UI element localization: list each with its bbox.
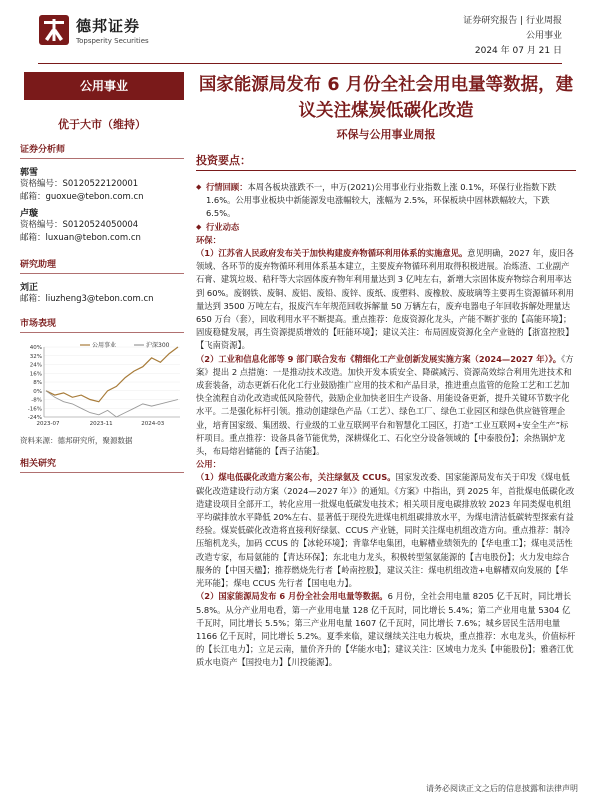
market-chart (20, 339, 184, 431)
report-date: 2024 年 07 月 21 日 (474, 46, 562, 56)
related-section-title: 相关研究 (20, 456, 184, 473)
report-sector: 公用事业 (525, 31, 562, 41)
chart-y-tick-label: 24% (29, 362, 42, 369)
bullet-market-review (196, 181, 576, 221)
chart-x-tick-label: 2023-07 (36, 421, 60, 427)
chart-y-tick-label: 0% (33, 388, 42, 395)
chart-series-line-1 (46, 391, 178, 417)
assistant-email[interactable]: 邮箱：liuzheng3@tebon.com.cn (20, 294, 154, 304)
chart-y-tick-label: -8% (31, 397, 42, 404)
chart-y-tick-label: 8% (33, 380, 42, 386)
market-section-title: 市场表现 (20, 316, 184, 333)
industry-label: 公用事业 (24, 72, 184, 100)
chart-legend-label: 沪深300 (146, 342, 170, 349)
analyst-cert: 资格编号：S0120522120001 (20, 179, 139, 189)
report-body (196, 181, 576, 670)
chart-y-tick-label: 16% (29, 371, 42, 378)
paragraph-item3 (196, 471, 576, 590)
logo-name-en: Topsperity Securities (76, 37, 149, 45)
key-points-heading: 投资要点： (196, 152, 576, 171)
main-content (196, 72, 576, 670)
company-logo (38, 14, 149, 46)
bullet-label: 行业动态 (206, 221, 240, 232)
analyst-email[interactable]: 邮箱：guoxue@tebon.com.cn (20, 192, 144, 202)
chart-x-tick-label: 2024-03 (141, 421, 165, 427)
paragraph-item4 (196, 590, 576, 669)
analyst-1 (20, 165, 184, 204)
paragraph-item1 (196, 247, 576, 353)
bullet-industry-news (196, 221, 576, 234)
item-text: 6 月份，全社会用电量 8205 亿千瓦时，同比增长 5.8%。从分产业用电看，第一产业用电量 128 亿千瓦时，同比增长 5.4%；第二产业用电量 5304 亿千瓦时，同比增长 5.5%；第三产业用电量 1607 亿千瓦时，同比增长 7.6%；城乡居民生活用电量 1166 亿千瓦时，同比增长 5.2%。夏季来临，建议继续关注电力板块，重点推荐：水电龙头，价值标杆的【长江电力】；立足云南，量价齐升的【华能水电】；建议关注：区域电力龙头【申能股份】；雅砻江优质水电资产【国投电力】【川投能源】。 (196, 591, 576, 668)
chart-x-tick-label: 2023-11 (89, 421, 113, 427)
util-label: 公用： (196, 459, 221, 470)
item-heading: （1）江苏省人民政府发布关于加快构建废弃物循环利用体系的实施意见。 (196, 248, 468, 259)
logo-name-cn: 德邦证券 (76, 17, 141, 35)
rating: 优于大市（维持） (58, 118, 146, 131)
item-heading: （2）国家能源局发布 6 月份全社会用电量等数据。 (196, 591, 388, 602)
chart-y-tick-label: -24% (27, 415, 42, 421)
header-divider (38, 63, 562, 64)
analyst-name: 卢璇 (20, 209, 39, 219)
disclaimer-footer: 请务必阅读正文之后的信息披露和法律声明 (426, 784, 578, 793)
sidebar (20, 72, 184, 473)
chart-source: 资料来源：德邦研究所，聚源数据 (20, 436, 133, 445)
analyst-name: 郭雪 (20, 168, 39, 178)
bullet-label: 行情回顾： (206, 182, 248, 192)
analyst-2 (20, 206, 184, 245)
report-meta (463, 14, 562, 59)
item-text: 国家发改委、国家能源局发布关于印发《煤电低碳化改造建设行动方案（2024—2027 年）》的通知。《方案》中指出，到 2025 年，首批煤电低碳化改造建设项目全部开工，转化应用一批煤电低碳发电技术；相关项目度电碳排放较 2023 年同类煤电机组平均碳排放水平降低 20%左右、显著低于现役先进煤电机组碳排放水平，为煤电清洁低碳转型探索有益经验。煤炭低碳化改造将直接利好绿氨、CCUS 产业链，同时关注煤电机组改造方向。重点推荐：制冷压缩机龙头，加码 CCUS 的【冰轮环境】；背靠华电集团，电解槽业绩领先的【华电重工】；煤电灵活性改造专家，布局氨能的【青达环保】；东北电力龙头，积极转型氢氨能源的【吉电股份】；火力发电综合服务的【中国天楹】；推荐燃烧先行者【岭南控股】，建议关注：煤电机组改造+电解槽双向发展的【华光环能】；煤电 CCUS 先行者【国电电力】。 (196, 472, 575, 589)
market-chart-svg (20, 339, 184, 431)
item-text: 《方案》提出 2 点措施：一是推动技术改造。加快开发本质安全、降碳减污、资源高效综合利用先进技术和成套装备，动态更新石化化工行业鼓励推广应用的技术和产品目录，推进重点监管的危险工艺和工艺加快全流程自动化改造或低风险替代，鼓励企业加快老旧生产设备、用能设备更新，提升关键环节数字化水平。二是强化标杆引领。推动创建绿色产品（工艺）、绿色工厂、绿色工业园区和绿色供应链管理企业，培育国家级、集团级、行业级的工业互联网平台和智慧化工园区，打造“工业互联网+安全生产”标杆项目。重点推荐：设备具备节能优势，深耕煤化工、石化空分设备领域的【中泰股份】；余热锅炉龙头，布局熔岩储能的【西子洁能】。 (196, 353, 574, 457)
report-title: 国家能源局发布 6 月份全社会用电量等数据，建议关注煤炭低碳化改造 (198, 75, 574, 121)
item-heading: （1）煤电低碳化改造方案公布，关注绿氨及 CCUS。 (196, 472, 396, 483)
item-heading: （2）工业和信息化部等 9 部门联合发布《精细化工产业创新发展实施方案（2024—2027 年）》。 (196, 353, 562, 364)
analyst-cert: 资格编号：S0120524050004 (20, 220, 139, 230)
report-type: 证券研究报告 | 行业周报 (463, 16, 562, 26)
analyst-section-title: 证券分析师 (20, 142, 184, 159)
assistant-name: 刘正 (20, 283, 39, 293)
item-text: 意见明确，2027 年，废旧各领域、各环节的废弃物循环利用体系基本建立，主要废弃物循环利用取得积极进展。冶炼渣、工业副产石膏、建筑垃圾、秸秆等大宗固体废弃物年利用量达到 3 亿吨左右，新增大宗固体废弃物综合利用率达到 60%。废钢铁、废铜、废铝、废铅、废锌、废纸、废塑料、废橡胶、废玻璃等主要再生资源循环利用量达到 3500 万吨左右，报废汽车年规范回收拆解量 50 万辆左右，废弃电器电子年回收拆解处理量达 650 万台（套），回收利用水平不断提高。重点推荐：危废资源化龙头，产能不断扩张的【高能环境】；固废稳健发展，再生资源提质增效的【旺能环境】；建议关注：布局固废资源化全产业链的【浙富控股】【飞南资源】。 (196, 248, 575, 351)
env-label: 环保： (196, 234, 221, 245)
report-subtitle: 环保与公用事业周报 (336, 128, 436, 141)
bullet-text: 本周各板块涨跌不一，申万(2021)公用事业行业指数上涨 0.1%，环保行业指数下跌 1.6%。公用事业板块中新能源发电涨幅较大，涨幅为 2.5%，环保板块中固林跌幅较大，下跌 6.5%。 (206, 182, 557, 219)
analyst-email[interactable]: 邮箱：luxuan@tebon.com.cn (20, 233, 141, 243)
chart-y-tick-label: 32% (29, 353, 42, 360)
company-logo-icon (38, 14, 70, 46)
chart-series-line-0 (46, 347, 178, 402)
chart-y-tick-label: 40% (29, 345, 42, 351)
chart-legend-label: 公用事业 (92, 342, 117, 349)
chart-y-tick-label: -16% (27, 406, 42, 413)
assistant-section-title: 研究助理 (20, 257, 184, 274)
paragraph-item2 (196, 353, 576, 459)
